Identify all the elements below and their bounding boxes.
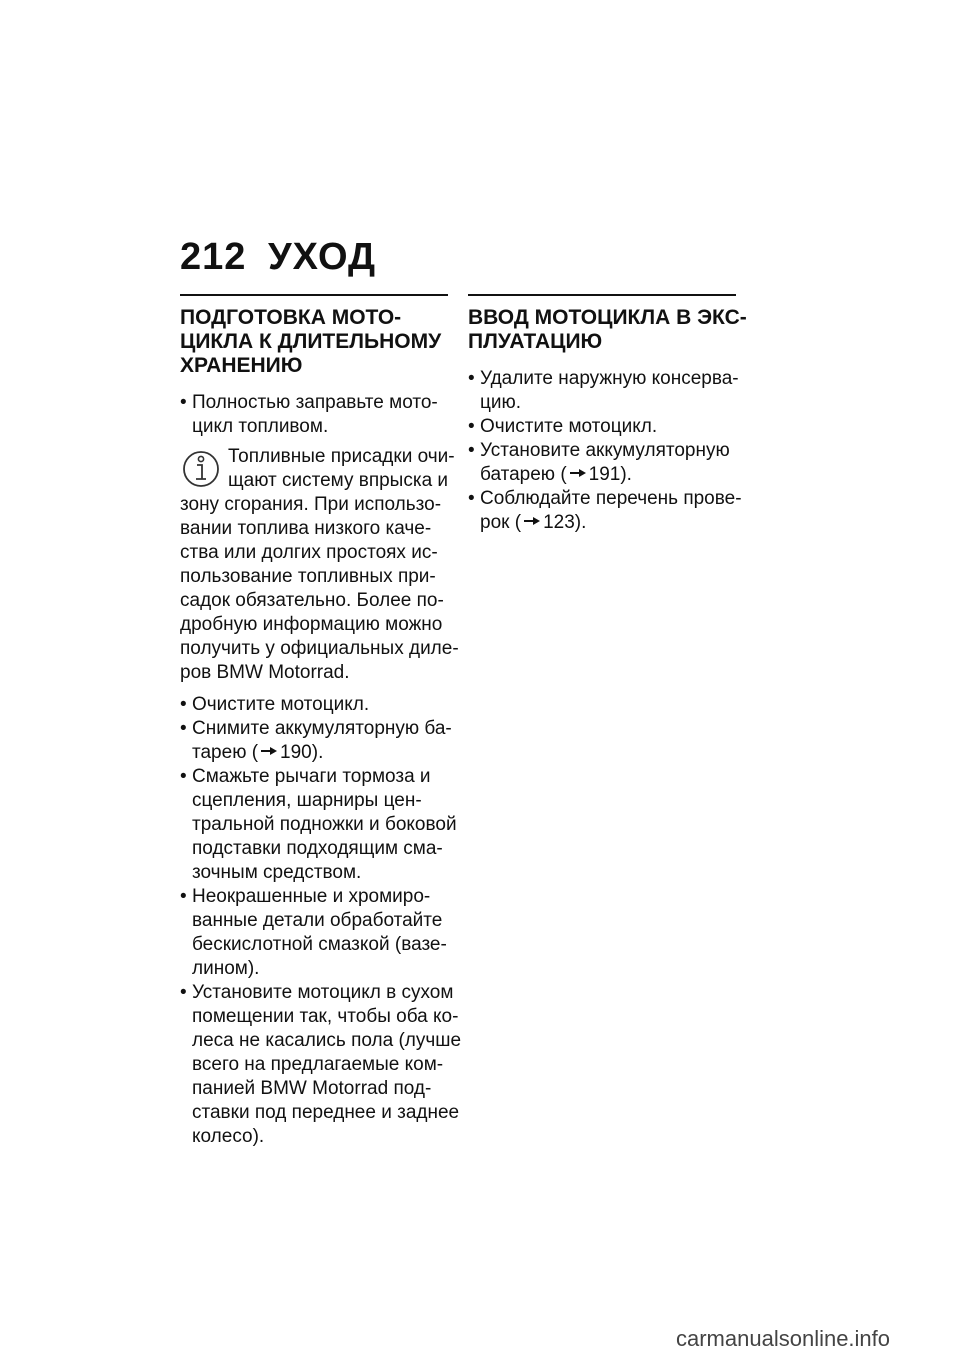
watermark: carmanualsonline.info [676, 1326, 891, 1351]
arrow-right-icon [260, 746, 278, 756]
bullet-dot: • [180, 392, 187, 413]
text-fragment: ). [574, 512, 587, 533]
text-line: ванные детали обработайте [192, 910, 443, 931]
text-line: ства или долгих простоях ис- [180, 542, 438, 563]
bullet-dot: • [180, 766, 187, 787]
text-line: цикл топливом. [192, 416, 329, 437]
page-header [180, 236, 376, 279]
text-line: тральной подножки и боковой [192, 814, 457, 835]
bullet-dot: • [180, 886, 187, 907]
text-line: Удалите наружную консерва- [480, 368, 739, 389]
text-line: лином). [192, 958, 260, 979]
page-reference [192, 741, 448, 765]
bullet-dot: • [468, 488, 475, 509]
list-item [180, 693, 448, 717]
list-item [180, 717, 452, 765]
text-line: Очистите мотоцикл. [480, 416, 658, 437]
text-fragment: тарею ( [192, 742, 259, 763]
text-fragment: ). [311, 742, 324, 763]
text-line: сцепления, шарниры цен- [192, 790, 422, 811]
text-line: Снимите аккумуляторную ба- [192, 718, 452, 739]
page-reference-link[interactable]: 190 [280, 742, 312, 763]
list-item [180, 981, 462, 1149]
arrow-right-icon [569, 468, 587, 478]
list-item [180, 765, 457, 885]
text-fragment: батарею ( [480, 464, 567, 485]
section-heading-storage [180, 306, 448, 378]
list-item [468, 439, 736, 487]
list-item [180, 885, 448, 981]
text-line: Установите мотоцикл в сухом [192, 982, 454, 1003]
right-column [468, 294, 747, 535]
text-line: ров BMW Motorrad. [180, 662, 350, 683]
page-title: УХОД [268, 236, 377, 278]
text-line: помещении так, чтобы оба ко- [192, 1006, 459, 1027]
text-line: цию. [480, 392, 522, 413]
section-heading-return-to-service [468, 306, 747, 354]
text-fragment: рок ( [480, 512, 522, 533]
text-line: ставки под переднее и заднее [192, 1102, 460, 1123]
text-line: получить у официальных диле- [180, 638, 459, 659]
section-rule [180, 294, 448, 296]
bullet-dot: • [468, 416, 475, 437]
info-icon [182, 448, 220, 490]
text-line: зону сгорания. При использо- [180, 494, 442, 515]
text-line: Неокрашенные и хромиро- [192, 886, 431, 907]
text-line: Топливные присадки очи- [228, 446, 455, 467]
info-note [180, 445, 459, 685]
heading-line: ВВОД МОТОЦИКЛА В ЭКС- [468, 306, 747, 329]
text-line: подставки подходящим сма- [192, 838, 443, 859]
page-reference [480, 463, 736, 487]
page-number: 212 [180, 236, 247, 278]
text-line: леса не касались пола (лучше [192, 1030, 462, 1051]
heading-line: ПЛУАТАЦИЮ [468, 330, 603, 353]
heading-line: ПОДГОТОВКА МОТО- [180, 306, 402, 329]
text-line: панией BMW Motorrad под- [192, 1078, 432, 1099]
left-column [180, 294, 462, 1149]
text-line: зочным средством. [192, 862, 362, 883]
text-line: щают систему впрыска и [228, 470, 449, 491]
heading-line: ЦИКЛА К ДЛИТЕЛЬНОМУ [180, 330, 442, 353]
section-rule [468, 294, 736, 296]
text-line: дробную информацию можно [180, 614, 443, 635]
text-line: вании топлива низкого каче- [180, 518, 432, 539]
list-item [180, 391, 448, 439]
heading-line: ХРАНЕНИЮ [180, 354, 303, 377]
text-line: Полностью заправьте мото- [192, 392, 438, 413]
text-line: бескислотной смазкой (вазе- [192, 934, 447, 955]
bullet-dot: • [180, 694, 187, 715]
text-line: колесо). [192, 1126, 265, 1147]
list-item [468, 487, 742, 535]
bullet-dot: • [180, 718, 187, 739]
text-line: Соблюдайте перечень прове- [480, 488, 742, 509]
page-reference [480, 511, 736, 535]
text-line: садок обязательно. Более по- [180, 590, 444, 611]
list-item [468, 415, 736, 439]
text-line: пользование топливных при- [180, 566, 436, 587]
arrow-right-icon [523, 516, 541, 526]
text-line: Установите аккумуляторную [480, 440, 730, 461]
text-fragment: ). [620, 464, 632, 485]
bullet-dot: • [468, 440, 475, 461]
page-reference-link[interactable]: 123 [543, 512, 575, 533]
list-item [468, 367, 739, 415]
text-line: Очистите мотоцикл. [192, 694, 370, 715]
bullet-dot: • [468, 368, 475, 389]
bullet-dot: • [180, 982, 187, 1003]
page-reference-link[interactable]: 191 [588, 464, 621, 485]
text-line: всего на предлагаемые ком- [192, 1054, 444, 1075]
text-line: Смажьте рычаги тормоза и [192, 766, 431, 787]
